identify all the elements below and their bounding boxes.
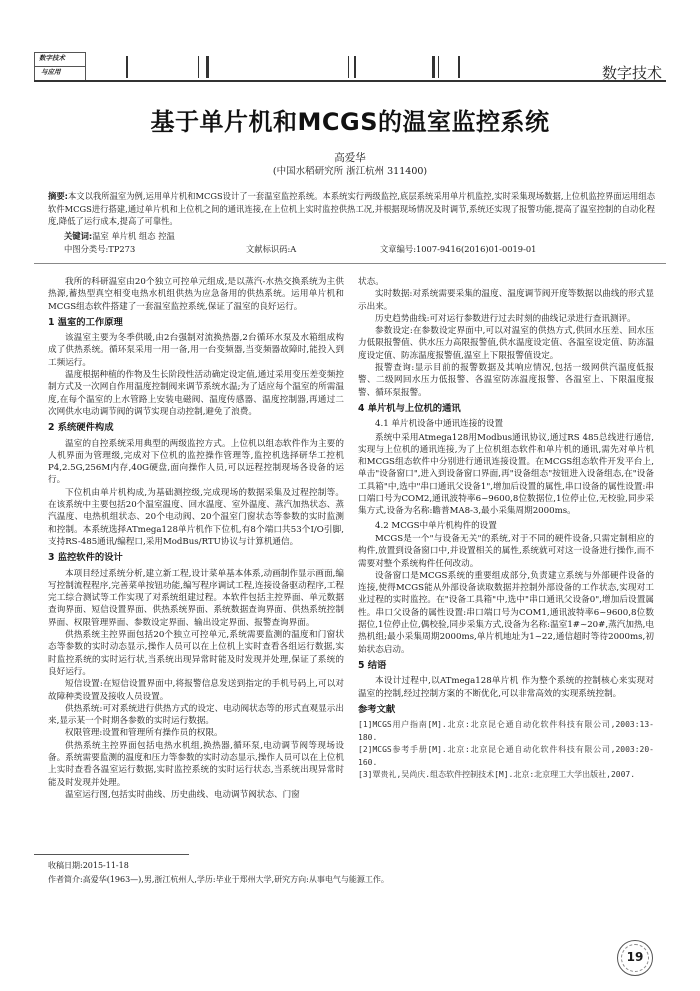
right-column [358,276,654,782]
paragraph: 历史趋势曲线:可对运行参数进行过去时刻的曲线记录进行查讯测评。 [375,313,636,324]
header-decoration [86,56,582,78]
document-code: 文献标识码:A [246,244,297,254]
section-heading: 1 温室的工作原理 [48,316,123,328]
paragraph: 供热系统主控界面包括20个独立可控单元,系统需要监测的温度和门窗状态等参数的实时动态显示,操作人员可以在上位机上实时查看各组运行数据,实时监控系统的实时运行状,当系统出现异常时能及时发现并处理,保证了系统的良好运行。 [48,630,344,677]
paper-author: 高爱华 [334,152,366,164]
paragraph: 该温室主要为冬季供暖,由2台强制对流换热器,2台循环水泵及水箱组成构成了供热系统。循环泵采用一用一备,用一台变频器,当变频器故障时,能投入到工频运行。 [48,333,344,368]
section-heading: 4 单片机与上位机的通讯 [358,402,461,414]
keywords [64,230,654,242]
section-title: 数字技术 [601,64,662,82]
left-column [48,276,344,801]
paragraph: 设备窗口是MCGS系统的重要组成部分,负责建立系统与外部硬件设备的连接,使得MCGS能从外部设备读取数据并控制外部设备的工作状态,实现对工业过程的实时监控。在"设备工具箱"中,选中"串口通讯父设备0",增加后设置属性。串口父设备的属性设置:串口端口号为COM1,通讯波特率6~9600,8位数据位,1位停止位,偶校验,同步采集方式,设备为名称:温室1#~20#,蒸汽加热,电热机组;最小采集周期2000ms,单片机地址为1~22,通信超时等待2000ms,初始状态启动。 [358,570,654,655]
paragraph: 温室运行图,包括实时曲线、历史曲线、电动调节阀状态、门窗 [65,789,300,800]
author-bio: 作者简介:高爱华(1963—),男,浙江杭州人,学历:毕业于郑州大学,研究方向:从事电气与能源工作。 [48,875,389,884]
keywords-text: 温室 单片机 组态 控温 [92,231,175,241]
keywords-label: 关键词: [64,231,93,241]
paper-title: 基于单片机和MCGS的温室监控系统 [150,108,550,136]
section-heading: 5 结语 [358,659,387,671]
subsection-heading: 4.1 单片机设备中通讯连接的设置 [375,419,504,430]
section-heading: 参考文献 [358,703,396,715]
reference-item: [3]覃贵礼,吴尚庆.组态软件控制技术[M].北京:北京理工大学出版社,2007. [358,770,636,780]
paragraph: 短信设置:在短信设置界面中,将报警信息发送到指定的手机号码上,可以对故障种类设置及接收人员设置。 [48,679,344,702]
paragraph: 系统中采用Atmega128用Modbus通讯协议,通过RS 485总线进行通信,实现与上位机的通讯连接,为了上位机组态软件和单片机的通讯,需先对单片机和MCGS组态软件中分别进行通讯连接设置。在MCGS组态软件开发平台上,单击"设备窗口",进入到设备窗口界面,再"设备组态"按钮进入设备组态,在"设备工具箱"中,选中"串口通讯父设备1",增加后设置的属性,串口设备的属性设置:串口端口号为COM2,通讯波特率6~9600,8位数据位,1位停止位,无校验,同步采集方式,设备为名称:瞻普MA8-3,最小采集周期2000ms。 [358,432,654,517]
paragraph: 报警查询:显示目前的报警数据及其响应情况,包括一级网供汽温度低报警、二级网回水压力低报警、各温室防冻温度报警、各温室上、下限温度报警、循环泵报警。 [358,363,654,398]
reference-item: [1]MCGS用户指南[M].北京:北京昆仑通自动化软件科技有限公司,2003:13-180. [358,720,654,742]
paragraph: 本设计过程中,以ATmega128单片机 作为整个系统的控制核心来实现对温室的控制,经过控制方案的不断优化,可以非常高效的实现系统控制。 [358,676,654,699]
paper-affiliation: (中国水稻研究所 浙江杭州 311400) [272,166,428,177]
received-date: 收稿日期:2015-11-18 [48,861,129,870]
abstract-label: 摘要: [48,191,68,201]
subsection-heading: 4.2 MCGS中单片机构件的设置 [375,520,497,531]
paragraph: 我所的科研温室由20个独立可控单元组成,是以蒸汽-水热交换系统为主供热源,蓄热型真空相变电热水机组供热为应急备用的供热系统。运用单片机和MCGS组态软件搭建了一套温室监控系统,保证了温室的良好运行。 [48,277,344,312]
journal-logo [34,52,86,82]
paragraph: 下位机由单片机构成,为基础测控级,完成现场的数据采集及过程控制等。在该系统中主要包括20个温室温度、回水温度、室外温度、蒸汽加热状态、蒸汽温度、电热机组状态、20个电动阀、20个温室门窗状态等参数的实时监测和控制。本系统选择ATmega128单片机作下位机,有8个端口共53个I/O引脚,支持RS-485通讯/编程口,采用ModBus/RTU协议与计算机通信。 [48,487,344,547]
page-number: 19 [626,950,644,964]
section-heading: 2 系统硬件构成 [48,422,114,434]
paragraph: 温度根据种植的作物及生长阶段性活动确定设定值,通过采用变压差变频控制方式及一次网自作用温度控制阀来调节系统水温;为了适应每个温室的所需温度,在每个温室的上水管路上安装电磁阀、温度传感器、温度控制器,再通过二次网供水电动调节阀的调节实现自动控制,避免了浪费。 [48,370,344,417]
header-rule [34,80,666,82]
reference-item: [2]MCGS参考手册[M].北京:北京昆仑通自动化软件科技有限公司,2003:20-160. [358,745,654,767]
paragraph: 温室的自控系统采用典型的两级监控方式。上位机以组态软件作为主要的人机界面为管理级,完成对下位机的监控操作管理等,监控机选择研华工控机P4,2.5G,256M内存,40G硬盘,面向操作人员,可以远程控制现场各设备的运行。 [48,438,344,486]
paragraph: 本项目经过系统分析,建立新工程,设计菜单基本体系,动画制作显示画面,编写控制流程程序,完善菜单按钮功能,编写程序调试工程,连接设备驱动程序,工程完工综合测试等工作实现了对系统组建过程。本软件包括主控界面、单元数据查询界面、短信设置界面、供热系统界面、系统数据查询界面、供热系统控制界面、权限管理界面、参数设定界面、输出设定界面、报警查询界面。 [48,568,344,628]
paragraph: 状态。 [358,277,384,287]
paragraph: 供热系统主控界面包括电热水机组,换热器,循环泵,电动调节阀等现场设备。系统需要监测的温度和压力等参数的实时动态显示,操作人员可以在上位机上实时查看各温室运行数据,实时监控系统的实时运行状态,当系统出现异常时能及时发现并处理。 [48,740,344,788]
paragraph: MCGS是一个"与设备无关"的系统,对于不同的硬件设备,只需定制相应的构件,放置到设备窗口中,并设置相关的属性,系统就可对这一设备进行操作,而不需要对整个系统构件任何改动。 [358,533,654,569]
abstract-text: 本文以我所温室为例,运用单片机和MCGS设计了一套温室监控系统。本系统实行两级监控,底层系统采用单片机监控,实时采集现场数据,上位机监控界面运用组态软件MCGS进行搭建,通过单片机和上位机之间的通讯连接,在上位机上实时监控供热工况,并根据现场情况及时调节,系统还实现了报警功能,提高了温室控制的自动化程度,降低了运行成本,提高了可靠性。 [48,191,655,227]
abstract-separator [34,263,666,264]
footnote-rule [34,854,189,855]
paragraph: 权限管理:设置和管理所有操作员的权限。 [65,728,223,739]
paragraph: 供热系统:可对系统进行供热方式的设定、电动阀状态等的形式直观显示出来,显示某一个时期各参数的实时运行数据。 [48,703,344,727]
journal-logo-line1: 数字技术 [39,54,65,62]
page-number-badge [617,940,653,976]
section-heading: 3 监控软件的设计 [48,552,123,564]
paragraph: 参数设定:在参数设定界面中,可以对温室的供热方式,供回水压差、回水压力低限报警值、供水压力高限报警值,供水温度设定值、各温室设定值、防冻温度设定值、防冻温度报警值,温室上下限报警值设定。 [358,326,654,361]
clc-number: 中图分类号:TP273 [64,244,136,254]
paragraph: 实时数据:对系统需要采集的温度、温度调节阀开度等数据以曲线的形式显示出来。 [358,289,654,312]
journal-logo-line2: 与应用 [41,68,61,76]
abstract [48,190,655,228]
article-number: 文章编号:1007-9416(2016)01-0019-01 [380,244,537,254]
